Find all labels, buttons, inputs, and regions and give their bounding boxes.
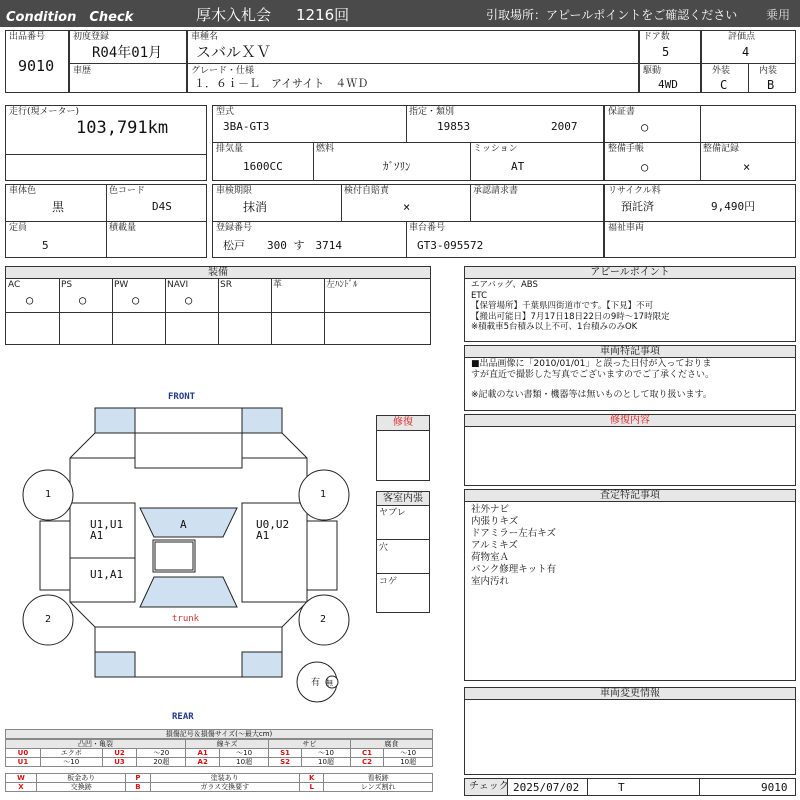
equipment-label: SR: [220, 280, 232, 290]
model-label: 型式: [216, 107, 235, 117]
legend-group-rust: サビ: [268, 740, 350, 749]
cabin-title: 客室内張: [377, 492, 429, 506]
interior-label: 内装: [759, 66, 778, 76]
legend-desc: 10超: [302, 758, 351, 767]
car-name-value: スバルＸＶ: [196, 43, 272, 61]
reg-no-label: 登録番号: [216, 223, 253, 233]
legend-desc: ～10: [302, 749, 351, 758]
legend-code: S2: [268, 758, 301, 767]
change-title: 車両変更情報: [465, 688, 795, 700]
legend-desc: 看板跡: [324, 774, 433, 783]
legend-desc: 塗装あり: [150, 774, 300, 783]
auction-name: 厚木入札会: [196, 6, 272, 24]
check-mark: T: [618, 781, 625, 794]
appeal-title: アピールポイント: [465, 267, 795, 279]
legend-table: [5, 739, 433, 767]
damage-roof: A: [180, 518, 187, 531]
wheel-rear-left: 2: [45, 614, 52, 625]
capacity-value: 5: [42, 239, 49, 252]
legend-desc: ～10: [220, 749, 269, 758]
inspection-value: 抹消: [243, 200, 268, 214]
special-title: 車両特記事項: [465, 346, 795, 358]
legend-code: P: [126, 774, 150, 783]
drive-box: [639, 63, 701, 93]
appeal-line: ETC: [471, 290, 487, 301]
vehicle-type: 乗用: [766, 8, 791, 22]
equipment-label: PS: [61, 280, 73, 290]
appeal-line: エアバッグ、ABS: [471, 280, 538, 290]
inspector-note-line: 内張りキズ: [471, 516, 519, 527]
repair-content-box: [464, 414, 796, 486]
inspector-note-line: 室内汚れ: [471, 576, 510, 587]
reg-no-value: 松戸 300 す 3714: [223, 239, 342, 252]
color-code-label: 色コード: [109, 186, 146, 196]
recycle-value: 9,490円: [711, 200, 756, 213]
title-bar: [0, 0, 800, 27]
first-reg-label: 初度登録: [73, 32, 110, 42]
auto-tax-label: 検付自賠責: [344, 186, 390, 196]
doors-label: ドア数: [643, 32, 670, 42]
legend-group-corrosion: 腐食: [350, 740, 432, 749]
equipment-label: 左ﾊﾝﾄﾞﾙ: [326, 280, 358, 290]
exterior-label: 外装: [712, 66, 731, 76]
approval-label: 承認請求書: [473, 186, 519, 196]
auto-tax-value: ×: [403, 200, 411, 214]
trunk-label: trunk: [172, 614, 200, 624]
legend-desc: ～10: [40, 758, 102, 767]
grade-value: １．６ｉ－Ｌ アイサイト ４ＷＤ: [194, 77, 369, 90]
cabin-tear: ヤブレ: [379, 508, 406, 518]
chassis-label: 車台番号: [409, 223, 446, 233]
spare-none-mark: 無: [326, 679, 333, 687]
doors-value: 5: [662, 45, 670, 59]
mileage-label: 走行(現メーター): [9, 107, 80, 117]
equipment-box: [5, 266, 431, 345]
check-number: 9010: [761, 781, 788, 794]
color-label: 車体色: [9, 186, 37, 196]
grade-box: [187, 63, 639, 93]
damage-right-front: U0,U2 A1: [256, 518, 290, 542]
designation-year: 2007: [551, 120, 578, 133]
special-note-line: [471, 381, 714, 390]
wheel-front-right: 1: [320, 489, 327, 500]
legend-desc: ～10: [384, 749, 433, 758]
legend-code: C1: [350, 749, 383, 758]
cabin-burn: コゲ: [379, 577, 398, 587]
rear-label: REAR: [172, 712, 194, 722]
displacement-label: 排気量: [216, 144, 244, 154]
legend-desc: ～20: [137, 749, 186, 758]
welfare-label: 福祉車両: [608, 223, 645, 233]
service-record-label: 整備記録: [703, 144, 740, 154]
special-note-line: ■出品画像に「2010/01/01」と誤った日付が入っておりま: [471, 359, 712, 369]
special-notes-box: [464, 345, 796, 411]
equipment-label: AC: [8, 280, 21, 290]
capacity-label: 定員: [9, 223, 28, 233]
recycle-status: 預託済: [621, 200, 654, 213]
mission-value: AT: [511, 160, 525, 173]
drive-value: 4WD: [658, 78, 678, 91]
inspector-note-line: アルミキズ: [471, 540, 518, 551]
change-info-box: [464, 687, 796, 775]
auction-lot: 1216回: [296, 6, 350, 24]
car-name-box: [187, 30, 639, 64]
equipment-label: PW: [114, 280, 129, 290]
warranty-value: ○: [641, 120, 649, 134]
inspector-note-line: パンク修理キット有: [471, 564, 557, 575]
legend-desc: エクボ: [40, 749, 102, 758]
exterior-box: [701, 63, 749, 93]
legend-code: S1: [268, 749, 301, 758]
exterior-value: C: [720, 78, 728, 92]
mileage-value: 103,791km: [76, 118, 169, 138]
recycle-label: リサイクル料: [608, 186, 661, 196]
appeal-line: 【搬出可能日】7月17日18日22日の9時～17時限定: [471, 311, 670, 322]
model-value: 3BA-GT3: [223, 120, 270, 133]
wheel-rear-right: 2: [320, 614, 327, 625]
mileage-box: [5, 105, 207, 181]
equipment-label: NAVI: [167, 280, 189, 290]
spare-presence: 有: [311, 678, 321, 688]
appeal-line: 【保管場所】千葉県四街道市です。【下見】不可: [471, 301, 654, 311]
repair-box: [376, 415, 430, 481]
legend-code: U0: [6, 749, 41, 758]
color-code-value: D4S: [152, 200, 172, 213]
fuel-value: ｶﾞｿﾘﾝ: [383, 160, 411, 173]
model-box: [212, 105, 604, 181]
legend-code: U1: [6, 758, 41, 767]
check-label: チェック: [469, 781, 509, 792]
equipment-title: 装備: [6, 267, 430, 279]
color-box: [5, 184, 207, 258]
check-row: [464, 778, 796, 796]
legend-table-2: [5, 773, 433, 792]
repair-label: 修復: [377, 416, 429, 431]
fuel-label: 燃料: [316, 144, 335, 154]
equipment-value: ○: [26, 293, 34, 307]
repair-content-title: 修復内容: [465, 415, 795, 427]
service-book-value: ○: [641, 160, 649, 174]
drive-label: 駆動: [643, 66, 662, 76]
lot-label: 出品番号: [9, 32, 46, 42]
inspection-label: 車検期限: [216, 186, 253, 196]
load-label: 積載量: [109, 223, 137, 233]
car-name-label: 車種名: [191, 32, 219, 42]
special-note-line: ※記載のない書類・機器等は無いものとして取り扱います。: [471, 390, 712, 400]
legend-code: K: [300, 774, 324, 783]
car-diagram: [15, 385, 370, 725]
score-box: [701, 30, 796, 64]
appeal-box: [464, 266, 796, 342]
grade-label: グレード・仕様: [191, 66, 255, 76]
service-book-label: 整備手帳: [608, 144, 645, 154]
warranty-label: 保証書: [608, 107, 636, 117]
displacement-value: 1600CC: [243, 160, 283, 173]
legend-code: A2: [186, 758, 220, 767]
legend-desc: ガラス交換要す: [150, 783, 300, 792]
chassis-value: GT3-095572: [417, 239, 484, 252]
legend-desc: 交換跡: [36, 783, 125, 792]
inspector-title: 査定特記事項: [465, 490, 795, 502]
appeal-line: ※積載車5台積み以上不可、1台積みのみOK: [471, 322, 638, 332]
designation-label: 指定・類別: [409, 107, 455, 117]
doors-box: [639, 30, 701, 64]
equipment-label: 革: [273, 280, 283, 290]
legend-code: X: [6, 783, 37, 792]
legend-title: 損傷記号＆損傷サイズ(～最大cm): [5, 729, 433, 739]
wheel-front-left: 1: [45, 489, 52, 500]
equipment-value: ○: [79, 293, 87, 307]
color-value: 黒: [52, 200, 65, 214]
pickup-note: 引取場所：アピールポイントをご確認ください: [486, 8, 738, 22]
cabin-hole: 穴: [379, 543, 389, 553]
inspection-box: [212, 184, 604, 258]
equipment-value: ○: [132, 293, 140, 307]
damage-left-rear: U1,A1: [90, 568, 124, 581]
legend-code: U2: [102, 749, 137, 758]
inspector-notes-box: [464, 489, 796, 681]
service-record-value: ×: [743, 160, 751, 174]
interior-value: B: [767, 78, 775, 92]
mission-label: ミッション: [473, 144, 518, 154]
inspector-note-line: 荷物室Ａ: [471, 552, 510, 563]
recycle-box: [604, 184, 796, 258]
front-label: FRONT: [168, 392, 196, 402]
legend-desc: 20超: [137, 758, 186, 767]
inspector-note-line: ドアミラー左右キズ: [471, 528, 557, 539]
legend-code: B: [126, 783, 150, 792]
warranty-box: [604, 105, 796, 181]
legend-desc: 10超: [220, 758, 269, 767]
damage-left-front: U1,U1 A1: [90, 518, 124, 542]
legend-code: L: [300, 783, 324, 792]
history-box: [69, 63, 187, 93]
legend-group-dent: 凸凹・亀裂: [6, 740, 186, 749]
lot-box: [5, 30, 69, 93]
designation-value: 19853: [437, 120, 471, 133]
cabin-box: [376, 491, 430, 613]
first-reg-value: R04年01月: [92, 45, 163, 61]
legend-desc: 10超: [384, 758, 433, 767]
interior-box: [748, 63, 796, 93]
legend-code: W: [6, 774, 37, 783]
legend-code: U3: [102, 758, 137, 767]
legend-code: A1: [186, 749, 220, 758]
lot-number: 9010: [18, 57, 55, 75]
legend-code: C2: [350, 758, 383, 767]
legend-group-scratch: 線キズ: [186, 740, 269, 749]
legend-desc: 板金あり: [36, 774, 125, 783]
inspector-note-line: 社外ナビ: [471, 504, 510, 515]
score-value: 4: [742, 45, 750, 59]
check-date: 2025/07/02: [513, 781, 580, 794]
score-label: 評価点: [728, 32, 756, 42]
special-note-line: すが直近で撮影した写真でございますのでご了承ください。: [471, 370, 715, 380]
equipment-value: ○: [185, 293, 193, 307]
condition-check-label: Condition Check: [6, 10, 134, 25]
legend-desc: レンズ割れ: [324, 783, 433, 792]
first-reg-box: [69, 30, 187, 64]
history-label: 車歴: [73, 66, 92, 76]
